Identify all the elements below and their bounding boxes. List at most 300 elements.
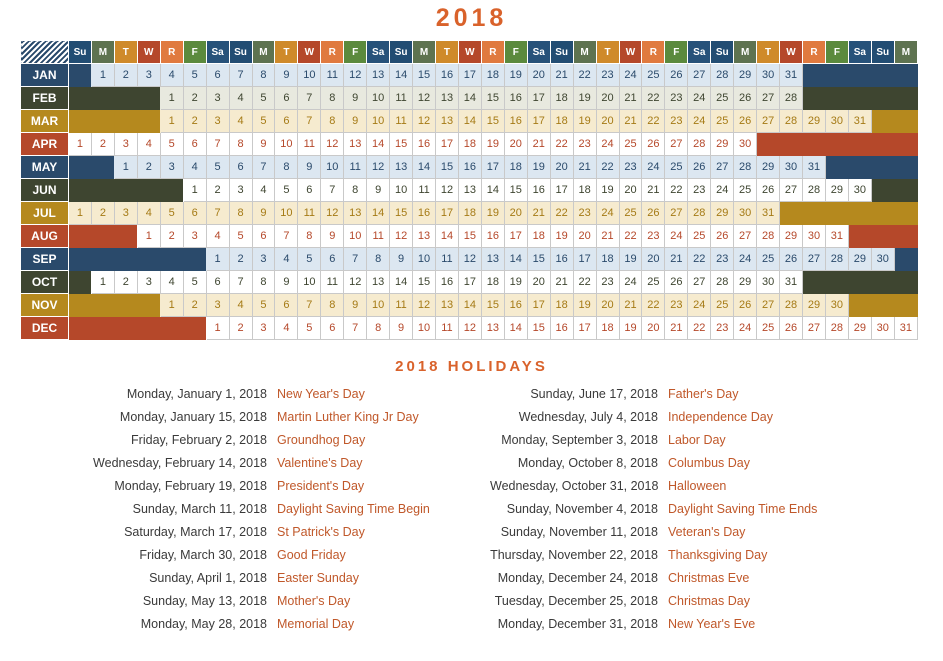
day-cell: 17 — [504, 225, 527, 248]
day-cell: 4 — [137, 133, 160, 156]
day-cell: 18 — [504, 156, 527, 179]
day-cell: 14 — [367, 202, 390, 225]
empty-day-cell — [825, 156, 848, 179]
month-row-jun — [21, 179, 918, 202]
day-cell: 18 — [573, 179, 596, 202]
day-cell: 30 — [757, 271, 780, 294]
day-cell: 31 — [848, 110, 871, 133]
day-cell: 2 — [91, 202, 114, 225]
month-row-mar — [21, 110, 918, 133]
holiday-row — [20, 617, 430, 640]
empty-day-cell — [825, 64, 848, 87]
empty-day-cell — [91, 225, 114, 248]
holiday-date: Friday, February 2, 2018 — [131, 433, 267, 447]
empty-day-cell — [69, 317, 92, 340]
day-cell: 13 — [458, 179, 481, 202]
corner-hatch — [21, 41, 69, 64]
day-cell: 21 — [619, 110, 642, 133]
day-cell: 27 — [780, 179, 803, 202]
day-cell: 26 — [642, 133, 665, 156]
holiday-row — [490, 525, 817, 548]
day-cell: 22 — [550, 133, 573, 156]
day-cell: 14 — [458, 110, 481, 133]
day-cell: 17 — [436, 202, 459, 225]
day-cell: 23 — [711, 317, 734, 340]
holiday-name: Halloween — [668, 479, 727, 493]
day-cell: 6 — [298, 179, 321, 202]
empty-day-cell — [871, 133, 894, 156]
day-cell: 6 — [321, 317, 344, 340]
holiday-date: Monday, January 1, 2018 — [126, 387, 267, 401]
day-cell: 26 — [711, 225, 734, 248]
empty-day-cell — [803, 202, 826, 225]
empty-day-cell — [91, 317, 114, 340]
day-cell: 23 — [642, 225, 665, 248]
empty-day-cell — [871, 179, 894, 202]
day-cell: 12 — [436, 179, 459, 202]
weekday-header: Sa — [367, 41, 390, 64]
day-cell: 25 — [619, 133, 642, 156]
holiday-row — [490, 456, 817, 479]
day-cell: 24 — [688, 87, 711, 110]
day-cell: 15 — [413, 64, 436, 87]
weekday-header: Su — [711, 41, 734, 64]
day-cell: 18 — [458, 133, 481, 156]
month-label: FEB — [21, 87, 69, 110]
day-cell: 29 — [848, 317, 871, 340]
day-cell: 14 — [504, 317, 527, 340]
empty-day-cell — [91, 294, 114, 317]
empty-day-cell — [137, 294, 160, 317]
day-cell: 4 — [160, 64, 183, 87]
day-cell: 8 — [229, 202, 252, 225]
empty-day-cell — [871, 225, 894, 248]
empty-day-cell — [137, 179, 160, 202]
day-cell: 13 — [367, 271, 390, 294]
day-cell: 15 — [390, 133, 413, 156]
empty-day-cell — [114, 248, 137, 271]
empty-day-cell — [91, 248, 114, 271]
day-cell: 28 — [780, 110, 803, 133]
day-cell: 21 — [550, 64, 573, 87]
day-cell: 26 — [734, 87, 757, 110]
empty-day-cell — [894, 179, 917, 202]
day-cell: 18 — [481, 271, 504, 294]
day-cell: 18 — [596, 317, 619, 340]
day-cell: 13 — [344, 202, 367, 225]
holiday-name: Groundhog Day — [277, 433, 366, 447]
day-cell: 16 — [436, 271, 459, 294]
month-label: MAR — [21, 110, 69, 133]
month-row-sep — [21, 248, 918, 271]
day-cell: 2 — [229, 248, 252, 271]
empty-day-cell — [825, 271, 848, 294]
day-cell: 29 — [757, 156, 780, 179]
day-cell: 7 — [298, 294, 321, 317]
day-cell: 14 — [413, 156, 436, 179]
weekday-header: Sa — [848, 41, 871, 64]
weekday-header: M — [573, 41, 596, 64]
day-cell: 1 — [160, 87, 183, 110]
empty-day-cell — [871, 202, 894, 225]
holiday-name: President's Day — [277, 479, 365, 493]
day-cell: 23 — [711, 248, 734, 271]
empty-day-cell — [894, 110, 917, 133]
day-cell: 17 — [573, 248, 596, 271]
holiday-date: Sunday, November 4, 2018 — [506, 502, 658, 516]
empty-day-cell — [848, 225, 871, 248]
holiday-name: St Patrick's Day — [277, 525, 365, 539]
day-cell: 19 — [481, 202, 504, 225]
day-cell: 6 — [252, 225, 275, 248]
day-cell: 4 — [275, 317, 298, 340]
day-cell: 27 — [757, 87, 780, 110]
day-cell: 10 — [321, 156, 344, 179]
empty-day-cell — [848, 271, 871, 294]
day-cell: 4 — [183, 156, 206, 179]
empty-day-cell — [894, 225, 917, 248]
month-row-may — [21, 156, 918, 179]
day-cell: 8 — [367, 317, 390, 340]
day-cell: 22 — [642, 110, 665, 133]
day-cell: 29 — [803, 110, 826, 133]
day-cell: 2 — [114, 271, 137, 294]
weekday-header: Sa — [206, 41, 229, 64]
holiday-row — [490, 502, 817, 525]
holiday-date: Sunday, March 11, 2018 — [132, 502, 267, 516]
day-cell: 29 — [825, 179, 848, 202]
holiday-name: Veteran's Day — [668, 525, 746, 539]
holiday-name: Columbus Day — [668, 456, 750, 470]
holiday-name: Christmas Day — [668, 594, 750, 608]
day-cell: 14 — [481, 179, 504, 202]
day-cell: 14 — [504, 248, 527, 271]
day-cell: 20 — [550, 156, 573, 179]
holiday-row — [490, 617, 817, 640]
weekday-header: W — [780, 41, 803, 64]
empty-day-cell — [69, 87, 92, 110]
holiday-date: Tuesday, December 25, 2018 — [494, 594, 658, 608]
day-cell: 5 — [183, 271, 206, 294]
day-cell: 4 — [137, 202, 160, 225]
holiday-row — [490, 387, 817, 410]
day-cell: 9 — [252, 202, 275, 225]
empty-day-cell — [848, 156, 871, 179]
weekday-header: R — [160, 41, 183, 64]
month-label: JUN — [21, 179, 69, 202]
weekday-header: M — [91, 41, 114, 64]
month-row-feb — [21, 87, 918, 110]
day-cell: 5 — [160, 133, 183, 156]
day-cell: 7 — [275, 225, 298, 248]
day-cell: 14 — [367, 133, 390, 156]
weekday-header: Su — [550, 41, 573, 64]
day-cell: 30 — [871, 248, 894, 271]
weekday-header: F — [183, 41, 206, 64]
holiday-date: Monday, December 31, 2018 — [497, 617, 658, 631]
holiday-name: Memorial Day — [277, 617, 355, 631]
day-cell: 3 — [206, 294, 229, 317]
empty-day-cell — [69, 110, 92, 133]
day-cell: 23 — [665, 294, 688, 317]
day-cell: 24 — [734, 248, 757, 271]
day-cell: 6 — [183, 202, 206, 225]
holiday-row — [20, 571, 430, 594]
day-cell: 8 — [275, 156, 298, 179]
day-cell: 11 — [436, 248, 459, 271]
day-cell: 21 — [527, 133, 550, 156]
weekday-header: M — [252, 41, 275, 64]
day-cell: 21 — [642, 179, 665, 202]
day-cell: 24 — [619, 64, 642, 87]
day-cell: 1 — [206, 248, 229, 271]
day-cell: 18 — [527, 225, 550, 248]
day-cell: 20 — [504, 202, 527, 225]
day-cell: 23 — [573, 133, 596, 156]
holiday-date: Sunday, November 11, 2018 — [500, 525, 658, 539]
day-cell: 8 — [229, 133, 252, 156]
day-cell: 2 — [114, 64, 137, 87]
weekday-header: T — [275, 41, 298, 64]
holiday-date: Wednesday, October 31, 2018 — [490, 479, 659, 493]
day-cell: 31 — [825, 225, 848, 248]
day-cell: 20 — [642, 248, 665, 271]
day-cell: 4 — [275, 248, 298, 271]
day-cell: 16 — [527, 179, 550, 202]
day-cell: 23 — [665, 87, 688, 110]
holiday-date: Saturday, March 17, 2018 — [124, 525, 267, 539]
day-cell: 6 — [229, 156, 252, 179]
day-cell: 12 — [344, 64, 367, 87]
weekday-header: T — [436, 41, 459, 64]
day-cell: 19 — [527, 156, 550, 179]
holiday-name: Easter Sunday — [277, 571, 359, 585]
day-cell: 30 — [803, 225, 826, 248]
day-cell: 2 — [229, 317, 252, 340]
empty-day-cell — [803, 64, 826, 87]
day-cell: 23 — [596, 64, 619, 87]
calendar-body — [21, 64, 918, 340]
day-cell: 10 — [413, 248, 436, 271]
day-cell: 3 — [160, 156, 183, 179]
empty-day-cell — [894, 294, 917, 317]
empty-day-cell — [160, 248, 183, 271]
day-cell: 7 — [252, 156, 275, 179]
day-cell: 3 — [229, 179, 252, 202]
day-cell: 25 — [688, 225, 711, 248]
day-cell: 28 — [688, 133, 711, 156]
day-cell: 29 — [734, 271, 757, 294]
holiday-row — [490, 410, 817, 433]
day-cell: 17 — [527, 110, 550, 133]
day-cell: 7 — [206, 202, 229, 225]
day-cell: 4 — [229, 110, 252, 133]
holiday-date: Wednesday, July 4, 2018 — [518, 410, 658, 424]
day-cell: 25 — [665, 156, 688, 179]
day-cell: 5 — [229, 225, 252, 248]
month-label: JAN — [21, 64, 69, 87]
day-cell: 13 — [481, 248, 504, 271]
day-cell: 23 — [596, 271, 619, 294]
day-cell: 8 — [367, 248, 390, 271]
day-cell: 23 — [688, 179, 711, 202]
day-cell: 12 — [413, 110, 436, 133]
day-cell: 20 — [573, 225, 596, 248]
holiday-row — [20, 479, 430, 502]
empty-day-cell — [894, 133, 917, 156]
day-cell: 10 — [298, 64, 321, 87]
holiday-row — [20, 410, 430, 433]
day-cell: 29 — [780, 225, 803, 248]
holiday-date: Friday, March 30, 2018 — [139, 548, 267, 562]
weekday-header-row — [21, 41, 918, 64]
holiday-date: Sunday, April 1, 2018 — [149, 571, 267, 585]
weekday-header: W — [458, 41, 481, 64]
day-cell: 6 — [275, 87, 298, 110]
weekday-header: F — [825, 41, 848, 64]
empty-day-cell — [69, 64, 92, 87]
day-cell: 27 — [734, 225, 757, 248]
weekday-header: R — [481, 41, 504, 64]
empty-day-cell — [871, 156, 894, 179]
holiday-name: Christmas Eve — [668, 571, 750, 585]
holiday-date: Thursday, November 22, 2018 — [490, 548, 658, 562]
day-cell: 21 — [550, 271, 573, 294]
empty-day-cell — [780, 133, 803, 156]
holiday-row — [490, 433, 817, 456]
day-cell: 18 — [596, 248, 619, 271]
day-cell: 11 — [344, 156, 367, 179]
day-cell: 18 — [550, 110, 573, 133]
day-cell: 17 — [458, 64, 481, 87]
weekday-header: Sa — [527, 41, 550, 64]
day-cell: 9 — [390, 248, 413, 271]
empty-day-cell — [137, 248, 160, 271]
calendar-title: 2018 — [435, 4, 508, 32]
empty-day-cell — [848, 133, 871, 156]
month-row-jan — [21, 64, 918, 87]
day-cell: 20 — [596, 87, 619, 110]
month-row-dec — [21, 317, 918, 340]
empty-day-cell — [894, 87, 917, 110]
empty-day-cell — [894, 271, 917, 294]
day-cell: 15 — [481, 110, 504, 133]
holiday-name: Daylight Saving Time Begin — [277, 502, 430, 516]
day-cell: 12 — [321, 202, 344, 225]
day-cell: 18 — [550, 294, 573, 317]
day-cell: 31 — [780, 64, 803, 87]
day-cell: 27 — [803, 317, 826, 340]
day-cell: 12 — [390, 225, 413, 248]
day-cell: 7 — [298, 110, 321, 133]
day-cell: 17 — [550, 179, 573, 202]
day-cell: 14 — [390, 271, 413, 294]
day-cell: 19 — [596, 179, 619, 202]
day-cell: 16 — [504, 87, 527, 110]
day-cell: 3 — [114, 133, 137, 156]
holiday-date: Wednesday, February 14, 2018 — [93, 456, 267, 470]
day-cell: 27 — [688, 271, 711, 294]
holiday-name: Independence Day — [668, 410, 773, 424]
empty-day-cell — [137, 87, 160, 110]
day-cell: 29 — [711, 202, 734, 225]
holiday-date: Sunday, May 13, 2018 — [142, 594, 267, 608]
day-cell: 26 — [665, 271, 688, 294]
day-cell: 13 — [436, 294, 459, 317]
day-cell: 10 — [275, 202, 298, 225]
day-cell: 25 — [757, 248, 780, 271]
empty-day-cell — [183, 248, 206, 271]
day-cell: 22 — [688, 248, 711, 271]
day-cell: 28 — [688, 202, 711, 225]
day-cell: 11 — [436, 317, 459, 340]
holidays-list-left — [20, 387, 430, 640]
holiday-name: Mother's Day — [277, 594, 351, 608]
day-cell: 27 — [757, 110, 780, 133]
day-cell: 10 — [367, 87, 390, 110]
day-cell: 5 — [275, 179, 298, 202]
day-cell: 30 — [871, 317, 894, 340]
day-cell: 17 — [527, 87, 550, 110]
month-label: AUG — [21, 225, 69, 248]
empty-day-cell — [803, 133, 826, 156]
empty-day-cell — [137, 110, 160, 133]
empty-day-cell — [114, 317, 137, 340]
month-row-jul — [21, 202, 918, 225]
day-cell: 4 — [252, 179, 275, 202]
day-cell: 19 — [550, 225, 573, 248]
day-cell: 17 — [436, 133, 459, 156]
day-cell: 3 — [137, 64, 160, 87]
empty-day-cell — [894, 64, 917, 87]
empty-day-cell — [825, 202, 848, 225]
day-cell: 30 — [780, 156, 803, 179]
holiday-name: Daylight Saving Time Ends — [668, 502, 818, 516]
day-cell: 15 — [413, 271, 436, 294]
empty-day-cell — [848, 64, 871, 87]
day-cell: 20 — [619, 179, 642, 202]
day-cell: 5 — [252, 294, 275, 317]
weekday-header: F — [344, 41, 367, 64]
day-cell: 19 — [481, 133, 504, 156]
day-cell: 5 — [298, 248, 321, 271]
day-cell: 5 — [160, 202, 183, 225]
day-cell: 31 — [894, 317, 917, 340]
day-cell: 22 — [642, 294, 665, 317]
empty-day-cell — [69, 225, 92, 248]
day-cell: 25 — [642, 64, 665, 87]
day-cell: 26 — [780, 317, 803, 340]
day-cell: 27 — [665, 202, 688, 225]
day-cell: 5 — [206, 156, 229, 179]
day-cell: 30 — [734, 133, 757, 156]
empty-day-cell — [871, 271, 894, 294]
weekday-header: F — [504, 41, 527, 64]
empty-day-cell — [894, 248, 917, 271]
weekday-header: M — [413, 41, 436, 64]
weekday-header: R — [803, 41, 826, 64]
day-cell: 10 — [390, 179, 413, 202]
day-cell: 15 — [527, 317, 550, 340]
day-cell: 6 — [183, 133, 206, 156]
day-cell: 12 — [344, 271, 367, 294]
day-cell: 3 — [183, 225, 206, 248]
day-cell: 24 — [665, 225, 688, 248]
weekday-header: W — [137, 41, 160, 64]
day-cell: 16 — [550, 248, 573, 271]
day-cell: 1 — [183, 179, 206, 202]
day-cell: 4 — [229, 294, 252, 317]
